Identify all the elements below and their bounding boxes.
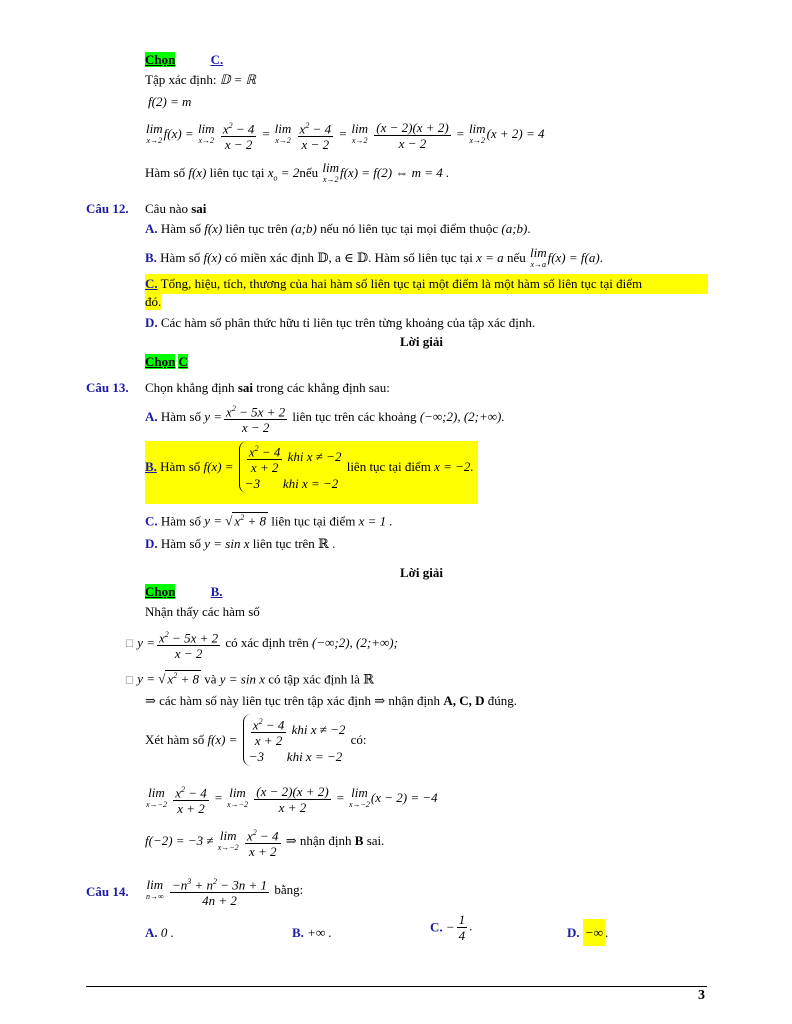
q14-option-a: A. 0 . xyxy=(145,925,174,940)
f2-line: f(2) = m xyxy=(148,94,192,109)
question-14-stem: lim n→∞ $\frac{-n^3 + n^2 - 3n + 1}{4n + 2}$ bằng: xyxy=(145,874,303,908)
choice-line-12: Chọn C xyxy=(145,354,188,369)
q13-option-c: C. Hàm số y = √ $x^2 + 8$ liên tục tại điểm x = 1 . xyxy=(145,513,393,529)
conclusion-b: f(−2) = −3 ≠ lim x→−2 $\frac{x^2 - 4}{x + 2}$ ⇒ nhận định B sai. xyxy=(145,825,384,859)
question-12-label: Câu 12. xyxy=(86,201,129,216)
loi-giai-12: Lời giải xyxy=(400,334,443,349)
q12-option-d: D. Các hàm số phân thức hữu tỉ liên tục trên từng khoảng của tập xác định. xyxy=(145,315,536,330)
limit-chain-13: lim x→−2 $\frac{x^2 - 4}{x + 2}$ = lim x→−2 $\frac{(x - 2)(x + 2)}{x + 2}$ = lim x→−2 (x − 2) = −4 xyxy=(146,783,438,817)
q14-option-d: D. −∞ . xyxy=(567,925,608,941)
q14-option-c: C. − $\frac{1}{4}$ . xyxy=(430,912,473,943)
q13-option-b: B. Hàm số f(x) = $\frac{x^2 - 4}{x + 2}$ khi x ≠ −2 −3 khi x = −2 liên tục tại điểm x = −2. xyxy=(145,441,478,504)
bullet-box-icon: ☐ xyxy=(125,675,134,687)
q12-option-c-cont: đó. xyxy=(145,294,162,309)
bullet-2: ☐ y = √ $x^2 + 8$ và y = sin x có tập xác định là ℝ xyxy=(125,671,374,687)
piecewise-consider: Xét hàm số f(x) = $\frac{x^2 - 4}{x + 2}$ khi x ≠ −2 −3 khi x = −2 có: xyxy=(145,714,367,774)
chon-label: Chọn xyxy=(145,52,176,67)
q12-option-a: A. Hàm số f(x) liên tục trên (a;b) nếu nó liên tục tại mọi điểm thuộc (a;b). xyxy=(145,221,531,236)
question-12-stem: Câu nào sai xyxy=(145,201,207,216)
q12-option-c: C. Tổng, hiệu, tích, thương của hai hàm số liên tục tại một điểm là một hàm số liên tục tại điểm xyxy=(145,274,708,294)
q14-option-b: B. +∞ . xyxy=(292,925,332,940)
conclusion-acd: ⇒ các hàm số này liên tục trên tập xác định ⇒ nhận định A, C, D đúng. xyxy=(145,693,517,708)
bullet-1: ☐ y = $\frac{x^2 - 5x + 2}{x - 2}$ có xác định trên (−∞;2), (2;+∞); xyxy=(125,627,398,661)
footer-rule xyxy=(86,986,707,987)
bullet-box-icon: ☐ xyxy=(125,639,134,651)
answer-13: B. xyxy=(210,584,223,599)
q13-option-d: D. Hàm số y = sin x liên tục trên ℝ . xyxy=(145,536,336,551)
answer-11: C. xyxy=(210,52,224,67)
loi-giai-13: Lời giải xyxy=(400,565,443,580)
q12-option-b: B. Hàm số f(x) có miền xác định 𝔻, a ∈ 𝔻. Hàm số liên tục tại x = a nếu lim x→a f(x) = f(a). xyxy=(145,245,603,269)
observe-line: Nhận thấy các hàm số xyxy=(145,604,260,619)
limit-chain-11: lim x→2 f(x) = lim x→2 $\frac{x^2 - 4}{x - 2}$ = lim x→2 $\frac{x^2 - 4}{x - 2}$ = lim x→2 $\frac{(x - 2)(x + 2)}{x - 2}$ = lim x→2 (x + 2) = 4 xyxy=(146,119,545,153)
question-14-label: Câu 14. xyxy=(86,884,129,899)
q13-option-a: A. Hàm số y = $\frac{x^2 - 5x + 2}{x - 2}$ liên tục trên các khoảng (−∞;2), (2;+∞). xyxy=(145,401,505,435)
choice-line-13: Chọn B. xyxy=(145,584,223,599)
question-13-label: Câu 13. xyxy=(86,380,129,395)
page-number: 3 xyxy=(698,988,705,1003)
conclusion-11: Hàm số f(x) liên tục tại $x_o$ = 2nếu lim x→2 f(x) = f(2) ⇔ m = 4 . xyxy=(145,160,450,184)
domain-line: Tập xác định: 𝔻 = ℝ xyxy=(145,72,256,87)
question-13-stem: Chọn khẳng định sai trong các khẳng định sau: xyxy=(145,380,390,395)
choice-line-11 xyxy=(145,52,223,68)
